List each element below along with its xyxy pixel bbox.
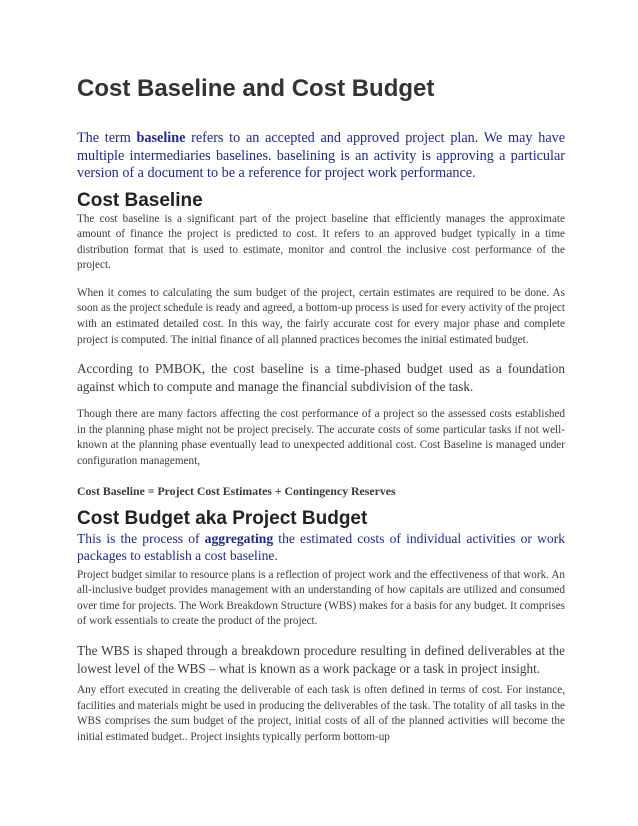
cost-baseline-paragraph-2: When it comes to calculating the sum budget of the project, certain estimates are required to be done. As soon as the project schedule is ready and agreed, a bottom-up process is used for every activity of the project with an estimated detailed cost. In this way, the fairly accurate cost for every major phase and complete project is computed. The initial finance of all planned practices becomes the initial estimated budget. [77, 286, 565, 346]
cost-budget-paragraph-2: The WBS is shaped through a breakdown procedure resulting in defined deliverables at the lowest level of the WBS – what is known as a work package or a task in project insight. [77, 643, 565, 676]
intro-keyword: baseline [136, 130, 186, 146]
page-title: Cost Baseline and Cost Budget [77, 75, 435, 102]
cost-budget-intro-after: the estimated costs of individual activities or work packages to establish a cost baseline. [77, 530, 565, 563]
section-heading-cost-baseline: Cost Baseline [77, 189, 203, 211]
cost-baseline-formula: Cost Baseline = Project Cost Estimates + Contingency Reserves [77, 483, 396, 498]
cost-budget-intro-before: This is the process of [77, 530, 205, 546]
cost-budget-intro [77, 530, 565, 564]
cost-budget-paragraph-1: Project budget similar to resource plans is a reflection of project work and the effectiveness of that work. An all-inclusive budget provides management with an understanding of how capitals are utilized and consumed over time for projects. The Work Breakdown Structure (WBS) makes for a basis for any budget. It comprises of work essentials to create the product of the project. [77, 568, 566, 628]
intro-text-after: refers to an accepted and approved project plan. We may have multiple intermediaries baselines. baselining is an activity is approving a particular version of a document to be a reference for project work performance. [77, 130, 566, 181]
document-body [77, 74, 565, 745]
intro-text-before: The term [77, 130, 137, 146]
cost-baseline-paragraph-1: The cost baseline is a significant part of the project baseline that efficiently manages the approximate amount of finance the project is predicted to cost. It refers to an approved budget typically in a time distribution format that is used to estimate, monitor and control the inclusive cost performance of the project. [77, 212, 565, 272]
cost-baseline-paragraph-3: According to PMBOK, the cost baseline is a time-phased budget used as a foundation against which to compute and manage the financial subdivision of the task. [77, 361, 565, 394]
section-heading-cost-budget: Cost Budget aka Project Budget [77, 507, 368, 529]
intro-paragraph [77, 130, 565, 183]
cost-baseline-paragraph-4: Though there are many factors affecting the cost performance of a project so the assessed costs established in the planning phase might not be project precisely. The accurate costs of some particular tasks if not well-known at the planning phase eventually lead to unexpected additional cost. Cost Baseline is managed under configuration management, [77, 408, 565, 468]
cost-budget-paragraph-3: Any effort executed in creating the deliverable of each task is often defined in terms of cost. For instance, facilities and materials might be used in producing the deliverables of the task. The totality of all tasks in the WBS comprises the sum budget of the project, initial costs of all of the planned activities will become the initial estimated budget.. Project insights typically perform bottom-up [77, 684, 565, 743]
cost-budget-keyword: aggregating [204, 530, 274, 546]
